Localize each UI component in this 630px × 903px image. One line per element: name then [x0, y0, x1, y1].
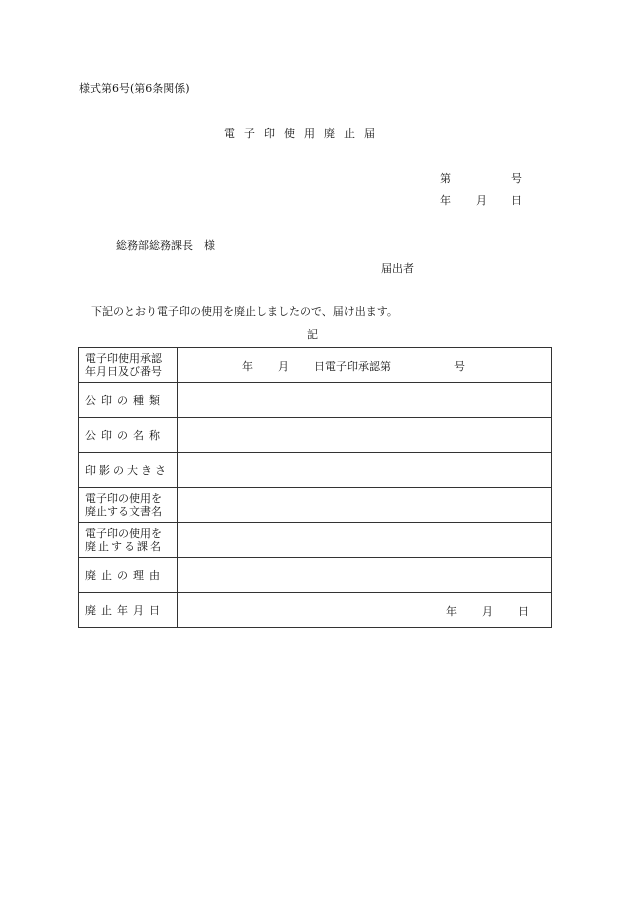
label-line1: 電子印の使用を [85, 527, 162, 540]
value-year: 年 [446, 605, 457, 618]
date-month: 月 [476, 194, 487, 207]
row-label [79, 348, 178, 383]
label-text: 公印の名称 [85, 428, 165, 442]
label-line2: 廃止する課名 [85, 540, 163, 553]
submission-date [440, 192, 522, 208]
table-row [79, 418, 552, 453]
row-label [79, 523, 178, 558]
ki-label: 記 [307, 328, 318, 341]
value-day: 日 [518, 605, 529, 618]
table-row [79, 523, 552, 558]
seal-name-field[interactable] [178, 418, 552, 453]
table-row [79, 348, 552, 383]
label-line2: 年月日及び番号 [85, 365, 162, 378]
label-text: 公印の種類 [85, 393, 165, 407]
addressee: 総務部総務課長 様 [116, 239, 215, 252]
document-title: 電子印使用廃止届 [224, 127, 384, 140]
section-name-field[interactable] [178, 523, 552, 558]
value-year: 年 [242, 360, 253, 373]
doc-number-go: 号 [511, 172, 522, 185]
value-month: 月 [278, 360, 289, 373]
table-row [79, 558, 552, 593]
value-day-approval: 日電子印承認第 [314, 360, 391, 373]
approval-date-number-field[interactable] [178, 348, 552, 383]
label-text: 廃止の理由 [85, 568, 165, 582]
table-row [79, 488, 552, 523]
table-row [79, 383, 552, 418]
row-label [79, 453, 178, 488]
label-line1: 電子印使用承認 [85, 352, 162, 365]
doc-number-dai: 第 [440, 172, 451, 185]
row-label [79, 383, 178, 418]
row-label [79, 488, 178, 523]
form-table [78, 347, 552, 628]
value-month: 月 [482, 605, 493, 618]
table-row [79, 593, 552, 628]
table-row [79, 453, 552, 488]
body-text: 下記のとおり電子印の使用を廃止しましたので、届け出ます。 [91, 305, 398, 318]
date-day: 日 [511, 194, 522, 207]
label-text: 印影の大きさ [85, 463, 169, 477]
seal-size-field[interactable] [178, 453, 552, 488]
label-line1: 電子印の使用を [85, 492, 162, 505]
notifier-label: 届出者 [381, 262, 414, 275]
document-name-field[interactable] [178, 488, 552, 523]
date-year: 年 [440, 194, 451, 207]
label-text: 廃止年月日 [85, 603, 165, 617]
row-label [79, 558, 178, 593]
abolition-date-field[interactable] [178, 593, 552, 628]
form-number-label: 様式第6号(第6条関係) [79, 82, 190, 95]
label-line2: 廃止する文書名 [85, 505, 162, 518]
row-label [79, 418, 178, 453]
row-label [79, 593, 178, 628]
reason-field[interactable] [178, 558, 552, 593]
value-go: 号 [454, 360, 465, 373]
seal-type-field[interactable] [178, 383, 552, 418]
